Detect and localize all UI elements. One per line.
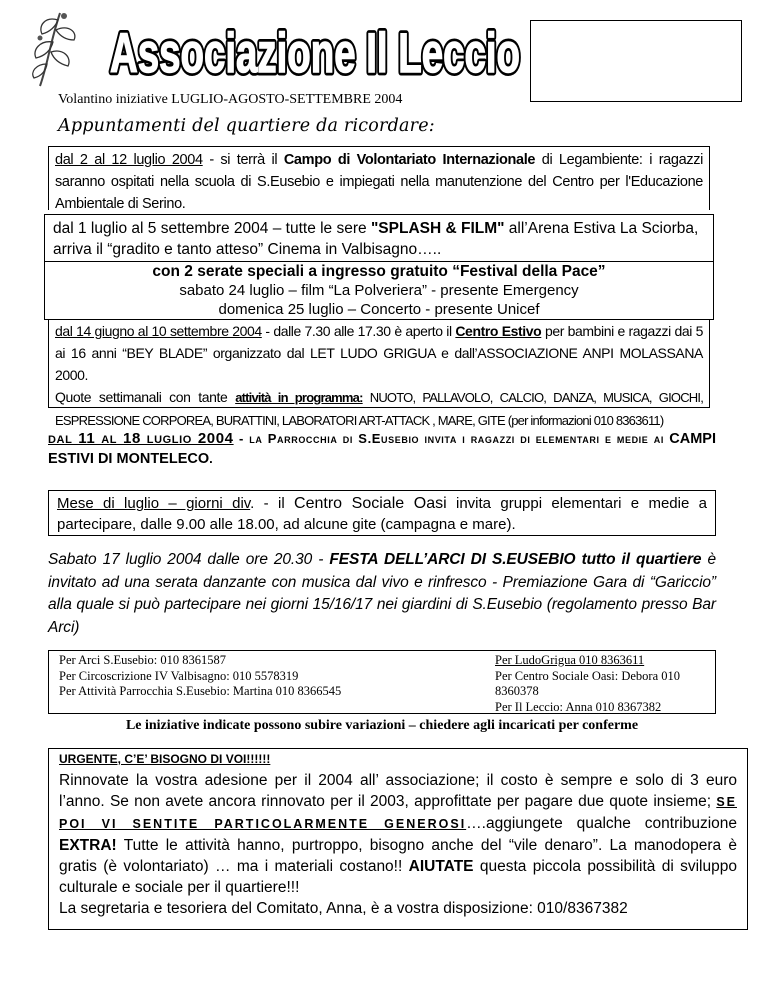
parish-notice	[48, 429, 716, 469]
cinema-text-2: all’Arena Estiva La Sciorba, arriva il “gradito e tanto atteso” Cinema in Valbisagno…..	[53, 220, 699, 258]
contact-parrocchia: Per Attività Parrocchia S.Eusebio: Martina 010 8366545	[59, 684, 342, 698]
oasi-text-2: invita gruppi elementari e medie a partecipare, dalle 9.00 alle 18.00, ad alcune gite (campagna e mare).	[57, 495, 707, 533]
urgent-secretary: La segretaria e tesoriera del Comitato, Anna, è a vostra disposizione: 010/8367382	[59, 900, 628, 917]
festival-line-2: domenica 25 luglio – Concerto - presente Unicef	[218, 301, 540, 318]
summer-text: - dalle 7.30 alle 17.30 è aperto il	[261, 323, 456, 339]
urgent-box	[48, 748, 748, 930]
urgent-extra: EXTRA!	[59, 837, 117, 854]
variation-notice: Le iniziative indicate possono subire variazioni – chiedere agli incaricati per conferme	[125, 718, 639, 733]
contacts-left	[59, 653, 341, 700]
summer-text-3: Quote settimanali con tante	[55, 389, 236, 405]
urgent-text-2: ….aggiungete qualche contribuzione	[466, 815, 737, 832]
contacts-box	[48, 650, 716, 714]
contact-ludogrigua: Per LudoGrigua 010 8363611	[495, 653, 645, 667]
camp-date: dal 2 al 12 luglio 2004	[55, 152, 203, 168]
parish-text-2: .	[209, 451, 214, 466]
parish-date: dal 11 al 18 luglio 2004	[48, 430, 234, 447]
camp-name: Campo di Volontariato Internazionale	[283, 152, 536, 168]
urgent-text: Rinnovate la vostra adesione per il 2004 all’ associazione; il costo è sempre e solo di 3 euro l’anno. Se non avete ancora rinnovato per il 2003, approfittate per pagare due quote insieme;	[59, 772, 737, 810]
festival-notice	[44, 262, 714, 320]
oasi-date: Mese di luglio – giorni div	[57, 495, 251, 512]
parish-camps-name: CAMPI ESTIVI DI MONTELECO	[48, 431, 717, 467]
association-title	[105, 6, 525, 86]
oasi-name: Centro Sociale Oasi	[294, 495, 447, 512]
festival-title: con 2 serate speciali a ingresso gratuito “Festival della Pace”	[152, 263, 606, 280]
contact-circoscrizione: Per Circoscrizione IV Valbisagno: 010 5578319	[59, 668, 299, 683]
festival-line-1: sabato 24 luglio – film “La Polveriera” - presente Emergency	[179, 282, 579, 299]
arci-text: Sabato 17 luglio 2004 dalle ore 20.30 -	[48, 551, 330, 568]
parish-text: - la Parrocchia di S.Eusebio invita i ragazzi di elementari e medie ai	[233, 431, 670, 446]
oasi-text: . - il	[250, 495, 295, 512]
cinema-notice	[44, 214, 714, 262]
arci-notice	[48, 549, 716, 639]
title-fill: Associazione Il Leccio	[110, 21, 520, 84]
arci-festa-name: FESTA DELL’ARCI DI S.EUSEBIO	[329, 551, 576, 568]
contact-leccio: Per Il Leccio: Anna 010 8367382	[495, 699, 662, 714]
summer-center-name: Centro Estivo	[455, 323, 542, 339]
urgent-text-3: Tutte le attività hanno, purtroppo, bisogno anche del “vile denaro”. La manodopera è gratis (è volontariato) … ma i materiali costano!!	[59, 837, 737, 875]
stamp-box	[530, 20, 742, 102]
contact-arci: Per Arci S.Eusebio: 010 8361587	[59, 653, 227, 667]
activities-list: NUOTO, PALLAVOLO, CALCIO, DANZA, MUSICA, GIOCHI, ESPRESSIONE CORPOREA, BURATTINI, LABORATORI ART-ATTACK , MARE, GITE (per informazioni 010 8363611)	[55, 390, 704, 428]
camp-text: - si terrà il	[202, 152, 284, 168]
urgent-heading: URGENTE, C’E’ BISOGNO DI VOI!!!!!!	[59, 752, 271, 766]
summer-date: dal 14 giugno al 10 settembre 2004	[55, 323, 262, 339]
cinema-text: dal 1 luglio al 5 settembre 2004 – tutte le sere	[53, 220, 371, 237]
contact-oasi: Per Centro Sociale Oasi: Debora 010 8360378	[495, 668, 681, 698]
contacts-right	[495, 653, 715, 715]
flyer-subtitle: Volantino iniziative LUGLIO-AGOSTO-SETTEMBRE 2004	[58, 92, 403, 107]
arci-text-2: è invitato ad una serata danzante con musica dal vivo e rinfresco - Premiazione Gara di “Gariccio” alla quale si può partecipare nei giorni 15/16/17 nei giardini di S.Eusebio (regolamento presso Bar Arci)	[48, 551, 717, 636]
cinema-name: "SPLASH & FILM"	[370, 220, 505, 237]
section-heading: Appuntamenti del quartiere da ricordare:	[58, 116, 435, 136]
title-outline: Associazione Il Leccio	[110, 21, 520, 84]
camp-notice	[48, 146, 710, 210]
urgent-text-4: questa piccola possibilità di sviluppo culturale e sociale per il quartiere!!!	[59, 858, 737, 896]
urgent-help: AIUTATE	[408, 858, 474, 875]
camp-text-2: di Legambiente: i ragazzi saranno ospitati nella scuola di S.Eusebio e impiegati nella manutenzione del Centro per l'Educazione Ambientale di Serino.	[55, 152, 703, 212]
arci-neighbourhood: tutto il quartiere	[581, 551, 702, 568]
oasi-notice	[48, 490, 716, 536]
summer-text-2: per bambini e ragazzi dai 5 ai 16 anni “BEY BLADE” organizzato dal LET LUDO GRIGUA e dall’ASSOCIAZIONE ANPI MOLASSANA 2000.	[55, 323, 703, 383]
activities-label: attività in programma:	[235, 390, 363, 405]
urgent-generous: SE POI VI SENTITE PARTICOLARMENTE GENEROSI	[59, 795, 737, 831]
summer-center-notice	[48, 320, 710, 428]
leaf-branch-logo	[20, 8, 90, 88]
urgent-body	[59, 770, 737, 898]
